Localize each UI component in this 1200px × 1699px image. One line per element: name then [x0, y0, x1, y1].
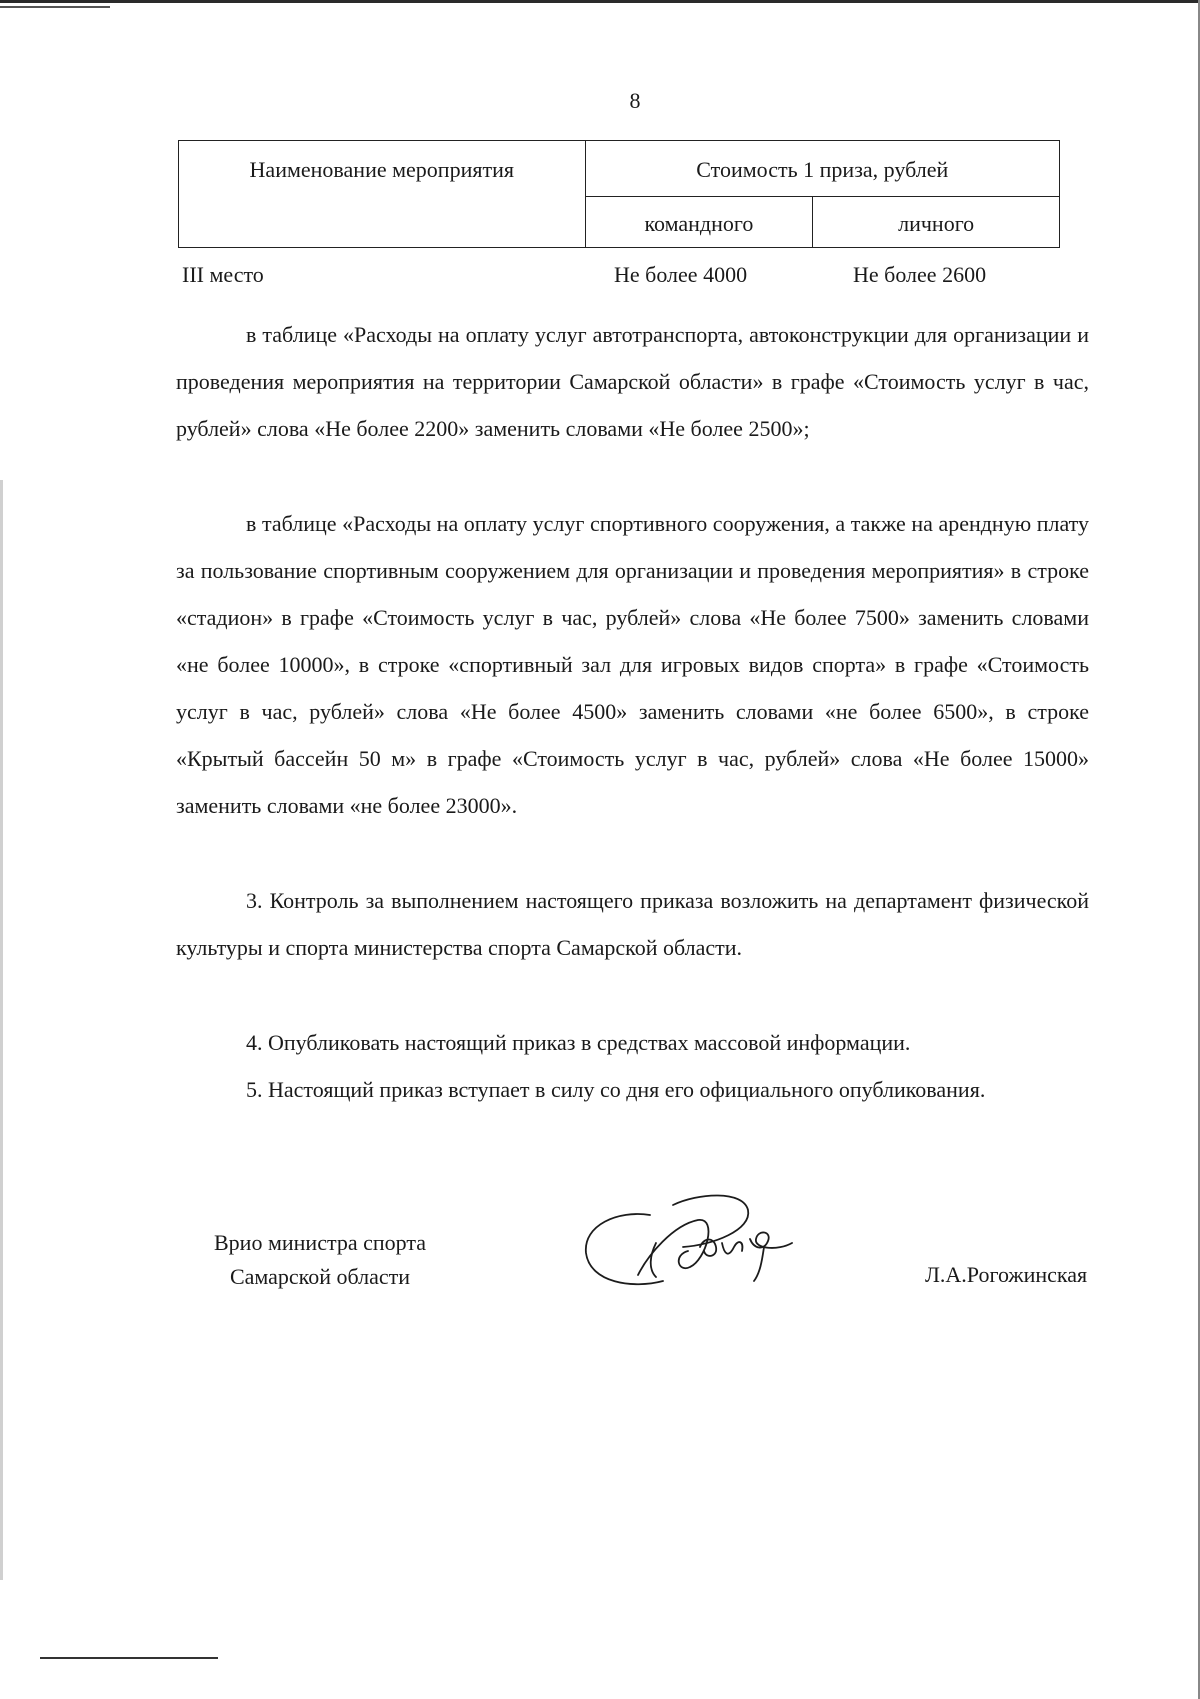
page-number: 8: [629, 88, 641, 113]
third-place-personal-value: Не более 2600: [853, 262, 987, 287]
paragraph-item-5: [176, 1066, 1089, 1113]
table-subheader-personal: личного: [813, 197, 1060, 248]
signatory-name: Л.А.Рогожинская: [925, 1262, 1088, 1287]
table-header-event-name: Наименование мероприятия: [179, 141, 586, 248]
table-subheader-team: командного: [585, 197, 813, 248]
paragraph-text: в таблице «Расходы на оплату услуг спортивного сооружения, а также на арендную плату за пользование спортивным сооружением для организации и проведения мероприятия» в строке «стадион» в графе «Стоимость услуг в час, рублей» слова «Не более 7500» заменить словами «не более 10000», в строке «спортивный зал для игровых видов спорта» в графе «Стоимость услуг в час, рублей» слова «Не более 4500» заменить словами «не более 6500», в строке «Крытый бассейн 50 м» в графе «Стоимость услуг в час, рублей» слова «Не более 15000» заменить словами «не более 23000».: [176, 511, 1089, 818]
paragraph-sport-facility-table: [176, 500, 1089, 829]
paragraph-item-3: [176, 877, 1089, 971]
paragraph-text: в таблице «Расходы на оплату услуг автотранспорта, автоконструкции для организации и проведения мероприятия на территории Самарской области» в графе «Стоимость услуг в час, рублей» слова «Не более 2200» заменить словами «Не более 2500»;: [176, 322, 1089, 441]
paragraph-text: 5. Настоящий приказ вступает в силу со дня его официального опубликования.: [246, 1077, 986, 1102]
signatory-position-line-2: Самарской области: [229, 1264, 411, 1289]
scan-mark-top-left: [0, 6, 110, 8]
paragraph-transport-table: [176, 311, 1089, 452]
scan-border-top: [0, 0, 1200, 3]
handwritten-signature: [578, 1185, 808, 1295]
signatory-position: [150, 1226, 490, 1294]
footer-rule: [40, 1657, 218, 1659]
scan-border-left: [0, 480, 3, 1580]
paragraph-text: 3. Контроль за выполнением настоящего приказа возложить на департамент физической культуры и спорта министерства спорта Самарской области.: [176, 888, 1089, 960]
signatory-position-line-1: Врио министра спорта: [214, 1230, 426, 1255]
third-place-team-value: Не более 4000: [614, 262, 748, 287]
third-place-label: III место: [182, 262, 264, 287]
prize-cost-table: [178, 140, 1060, 248]
paragraph-item-4: [176, 1019, 1089, 1066]
table-header-prize-cost: Стоимость 1 приза, рублей: [585, 141, 1059, 197]
paragraph-text: 4. Опубликовать настоящий приказ в средствах массовой информации.: [246, 1030, 911, 1055]
